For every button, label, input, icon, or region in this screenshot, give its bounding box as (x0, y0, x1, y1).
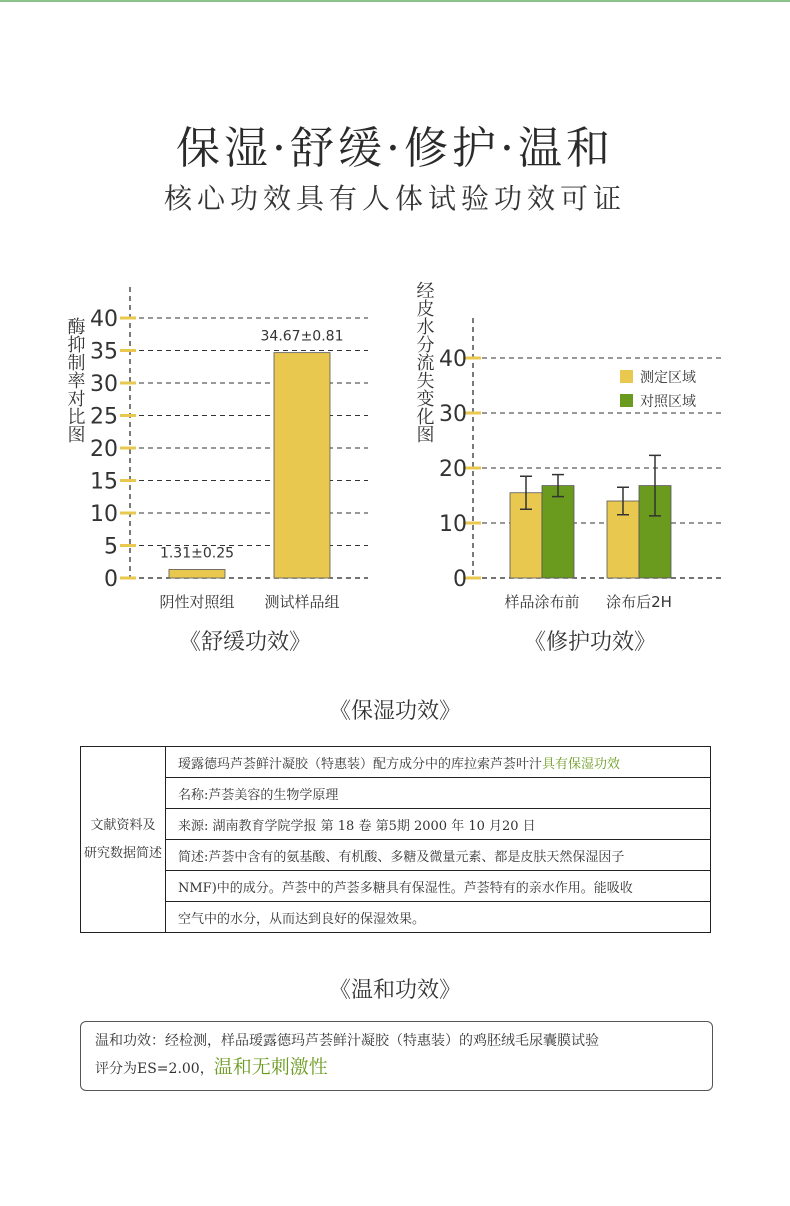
chart1-category-label: 测试样品组 (264, 593, 340, 611)
chart1-category-label: 阴性对照组 (159, 593, 235, 611)
chart1-ylabel: 酶抑制率对比图 (64, 317, 86, 443)
table-cell (166, 747, 711, 778)
soothing-caption: 《舒缓功效》 (178, 630, 311, 655)
table-cell: 名称:芦荟美容的生物学原理 (166, 778, 711, 809)
mild-line-2-text: 评分为ES=2.00， (95, 1061, 214, 1077)
chart1-tick-label: 40 (90, 307, 118, 332)
row1-highlight: 具有保湿功效 (542, 756, 621, 772)
chart1-bar (274, 353, 330, 578)
table-side-label (81, 747, 166, 933)
chart1-tick-label: 25 (90, 404, 118, 430)
chart1-tick-label: 0 (104, 567, 118, 592)
charts-area (0, 270, 790, 670)
chart2-tick-label: 10 (439, 512, 467, 537)
chart-repair (414, 281, 723, 611)
table-cell: 空气中的水分，从而达到良好的保湿效果。 (166, 902, 711, 933)
chart1-tick-label: 10 (90, 502, 118, 527)
mild-heading: 《温和功效》 (328, 978, 461, 1003)
table-cell: NMF)中的成分。芦荟中的芦荟多糖具有保湿性。芦荟特有的亲水作用。能吸收 (166, 871, 711, 902)
chart2-tick-label: 40 (439, 347, 467, 372)
legend-swatch-measured (620, 370, 633, 383)
table-row (81, 747, 711, 778)
legend-swatch-control (620, 394, 633, 407)
table-row (81, 840, 711, 871)
chart2-tick-label: 0 (453, 567, 467, 592)
table-cell: 来源: 湖南教育学院学报 第 18 卷 第5期 2000 年 10 月20 日 (166, 809, 711, 840)
moisture-heading: 《保湿功效》 (328, 699, 461, 724)
repair-caption: 《修护功效》 (523, 630, 656, 655)
table-row (81, 902, 711, 933)
literature-table (80, 746, 711, 933)
table-row (81, 871, 711, 902)
table-cell: 简述:芦荟中含有的氨基酸、有机酸、多糖及微量元素、都是皮肤天然保湿因子 (166, 840, 711, 871)
mild-description-box (80, 1021, 713, 1091)
chart1-data-label: 1.31±0.25 (159, 545, 235, 562)
chart1-tick-label: 15 (90, 469, 118, 495)
chart1-tick-label: 35 (90, 339, 118, 365)
top-divider (0, 0, 790, 2)
chart1-bar (169, 569, 225, 578)
chart1-tick-label: 30 (90, 372, 118, 397)
legend-label-control: 对照区域 (640, 394, 696, 410)
chart2-tick-label: 30 (439, 402, 467, 427)
chart-soothing (65, 287, 369, 611)
side-label-line: 研究数据简述 (83, 845, 162, 861)
side-label-line: 文献资料及 (90, 817, 156, 833)
chart2-tick-label: 20 (439, 457, 467, 482)
chart2-bar (542, 486, 574, 578)
mild-line-1: 温和功效：经检测，样品瑷露德玛芦荟鲜汁凝胶（特惠装）的鸡胚绒毛尿囊膜试验 (95, 1033, 599, 1049)
chart1-tick-label: 20 (90, 437, 118, 462)
chart2-ylabel: 经皮水分流失变化图 (413, 281, 435, 443)
chart2-category-label: 涂布后2H (606, 593, 672, 611)
row1-text: 瑷露德玛芦荟鲜汁凝胶（特惠装）配方成分中的库拉索芦荟叶汁 (178, 756, 543, 772)
table-row (81, 809, 711, 840)
mild-line-2 (95, 1054, 698, 1082)
mild-highlight: 温和无刺激性 (213, 1056, 328, 1078)
page-title: 保湿·舒缓·修护·温和 (176, 123, 614, 174)
chart2-category-label: 样品涂布前 (504, 593, 580, 611)
chart1-data-label: 34.67±0.81 (260, 328, 344, 345)
page-subtitle: 核心功效具有人体试验功效可证 (163, 182, 626, 215)
legend-label-measured: 测定区域 (640, 370, 696, 386)
table-row (81, 778, 711, 809)
chart1-tick-label: 5 (104, 534, 118, 560)
